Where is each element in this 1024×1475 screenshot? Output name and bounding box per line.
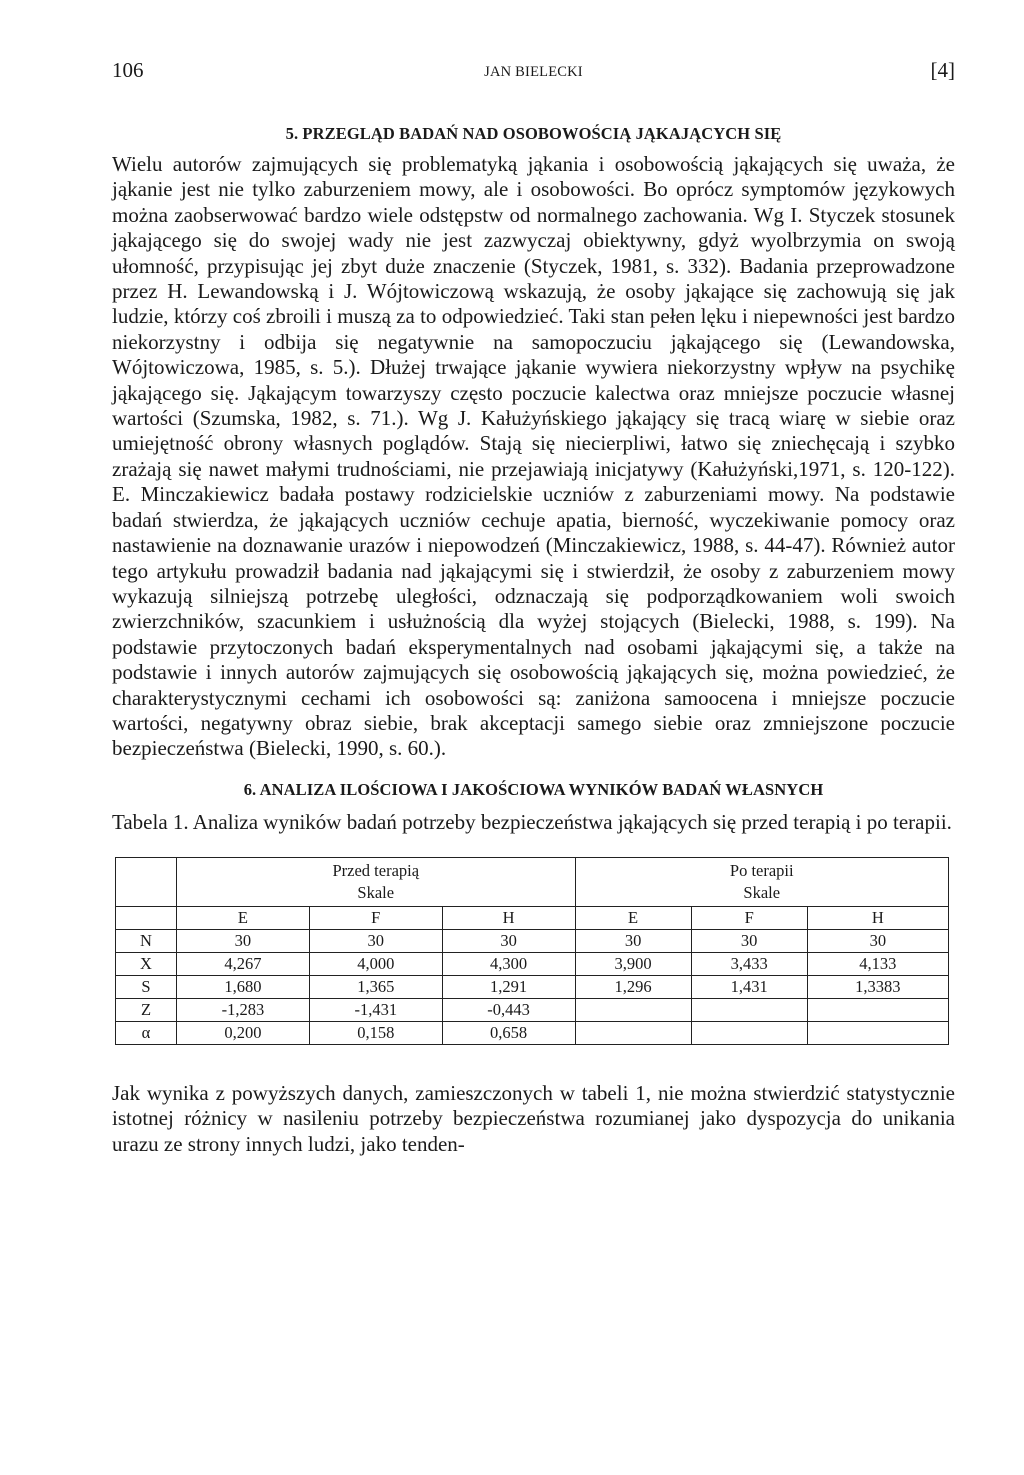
- table-cell: 3,433: [691, 952, 807, 975]
- table-cell: [575, 1021, 691, 1044]
- scale-header: E: [177, 906, 310, 929]
- table-cell: [691, 1021, 807, 1044]
- table-cell: 4,267: [177, 952, 310, 975]
- group-before-label: Przed terapią: [332, 860, 420, 880]
- table-cell: 30: [575, 929, 691, 952]
- table-cell: 0,658: [442, 1021, 575, 1044]
- table-cell: 3,900: [575, 952, 691, 975]
- table-cell: [575, 998, 691, 1021]
- table-cell: -0,443: [442, 998, 575, 1021]
- group-header-after: [575, 857, 948, 906]
- table-row: [116, 998, 949, 1021]
- section-number: [4]: [930, 58, 955, 82]
- group-header-before: [177, 857, 576, 906]
- group-before-sublabel: Skale: [357, 882, 395, 902]
- running-head: JAN BIELECKI: [484, 64, 583, 80]
- group-after-sublabel: Skale: [743, 882, 781, 902]
- row-label: N: [116, 929, 177, 952]
- table-group-header-row: [116, 857, 949, 906]
- table-cell: 1,3383: [807, 975, 948, 998]
- table-corner-cell: [116, 857, 177, 906]
- page-number: 106: [112, 58, 144, 82]
- table-cell: [807, 998, 948, 1021]
- scale-header: F: [309, 906, 442, 929]
- table-cell: 0,200: [177, 1021, 310, 1044]
- table-cell: 4,000: [309, 952, 442, 975]
- section-5-title: 5. PRZEGLĄD BADAŃ NAD OSOBOWOŚCIĄ JĄKAJĄCYCH SIĘ: [285, 124, 782, 143]
- table-cell: -1,283: [177, 998, 310, 1021]
- table-cell: 30: [807, 929, 948, 952]
- section-6-paragraph: Jak wynika z powyższych danych, zamieszczonych w tabeli 1, nie można stwierdzić statystycznie istotnej różnicy w nasileniu potrzeby bezpieczeństwa rozumianej jako dyspozycja do unikania urazu ze strony innych ludzi, jako tenden-: [112, 1080, 955, 1156]
- scale-header: E: [575, 906, 691, 929]
- table-cell: [807, 1021, 948, 1044]
- table-cell: 0,158: [309, 1021, 442, 1044]
- table-cell: 30: [309, 929, 442, 952]
- row-label: α: [116, 1021, 177, 1044]
- row-label: S: [116, 975, 177, 998]
- table-caption: Tabela 1. Analiza wyników badań potrzeby bezpieczeństwa jąkających się przed terapią i po terapii.: [112, 809, 952, 834]
- table-row: [116, 929, 949, 952]
- group-after-label: Po terapii: [729, 860, 794, 880]
- section-5-paragraph: Wielu autorów zajmujących się problematyką jąkania i osobowością jąkających się uważa, że jąkanie jest nie tylko zaburzeniem mowy, ale i osobowości. Bo oprócz symptomów językowych można zaobserwować bardzo wiele odstępstw od normalnego zachowania. Wg I. Styczek stosunek jąkającego się do swojej wady nie jest zazwyczaj obiektywny, gdyż wyolbrzymia on swoją ułomność, przypisując jej zbyt duże znaczenie (Styczek, 1981, s. 332). Badania przeprowadzone przez H. Lewandowską i J. Wójtowiczową wskazują, że osoby jąkające się zachowują się jak ludzie, którzy coś zbroili i muszą za to odpowiedzieć. Taki stan pełen lęku i niepewności jest bardzo niekorzystny i odbija się negatywnie na samopoczuciu jąkającego się (Lewandowska, Wójtowiczowa, 1985, s. 5.). Dłużej trwające jąkanie wywiera niekorzystny wpływ na psychikę jąkającego się. Jąkającym towarzyszy często poczucie kalectwa oraz mniejsze poczucie własnej wartości (Szumska, 1982, s. 71.). Wg J. Kałużyńskiego jąkający się tracą wiarę w siebie oraz umiejętność obrony własnych poglądów. Stają się niecierpliwi, łatwo się zniechęcają i szybko zrażają się nawet małymi trudnościami, nie przejawiają inicjatywy (Kałużyński,1971, s. 120-122). E. Minczakiewicz badała postawy rodzicielskie uczniów z zaburzeniami mowy. Na podstawie badań stwierdza, że jąkających uczniów cechuje apatia, bierność, wyczekiwanie pomocy oraz nastawienie na doznawanie urazów i niepowodzeń (Minczakiewicz, 1988, s. 44-47). Również autor tego artykułu prowadził badania nad jąkającymi się i stwierdził, że osoby z zaburzeniem mowy wykazują silniejszą potrzebę uległości, odznaczają się podporządkowaniem woli swoich zwierzchników, szacunkiem i usłużnością dla wyżej stojących (Bielecki, 1988, s. 199). Na podstawie przytoczonych badań eksperymentalnych nad osobami jąkającymi się, a także na podstawie i innych autorów zajmujących się osobowością jąkających się, można powiedzieć, że charakterystycznymi cechami ich osobowości są: zaniżona samoocena i mniejsze poczucie wartości, negatywny obraz siebie, brak akceptacji samego siebie oraz zmniejszone poczucie bezpieczeństwa (Bielecki, 1990, s. 60.).: [112, 152, 955, 761]
- table-cell: 1,431: [691, 975, 807, 998]
- scale-header: H: [442, 906, 575, 929]
- table-cell: 1,680: [177, 975, 310, 998]
- page: [112, 58, 955, 1157]
- table-cell: 1,365: [309, 975, 442, 998]
- scale-header: H: [807, 906, 948, 929]
- table-scale-row: [116, 906, 949, 929]
- section-6-title: 6. ANALIZA ILOŚCIOWA I JAKOŚCIOWA WYNIKÓW BADAŃ WŁASNYCH: [243, 779, 824, 799]
- page-header: [112, 58, 955, 92]
- table-cell: 30: [691, 929, 807, 952]
- table-row: [116, 975, 949, 998]
- table-cell: 30: [177, 929, 310, 952]
- table-cell: [691, 998, 807, 1021]
- table-cell: 4,133: [807, 952, 948, 975]
- table-cell: 30: [442, 929, 575, 952]
- row-label: X: [116, 952, 177, 975]
- table-cell: -1,431: [309, 998, 442, 1021]
- results-table: [115, 857, 949, 1045]
- table-scale-corner: [116, 906, 177, 929]
- table-cell: 1,291: [442, 975, 575, 998]
- table-cell: 4,300: [442, 952, 575, 975]
- row-label: Z: [116, 998, 177, 1021]
- table-cell: 1,296: [575, 975, 691, 998]
- scale-header: F: [691, 906, 807, 929]
- table-row: [116, 1021, 949, 1044]
- table-row: [116, 952, 949, 975]
